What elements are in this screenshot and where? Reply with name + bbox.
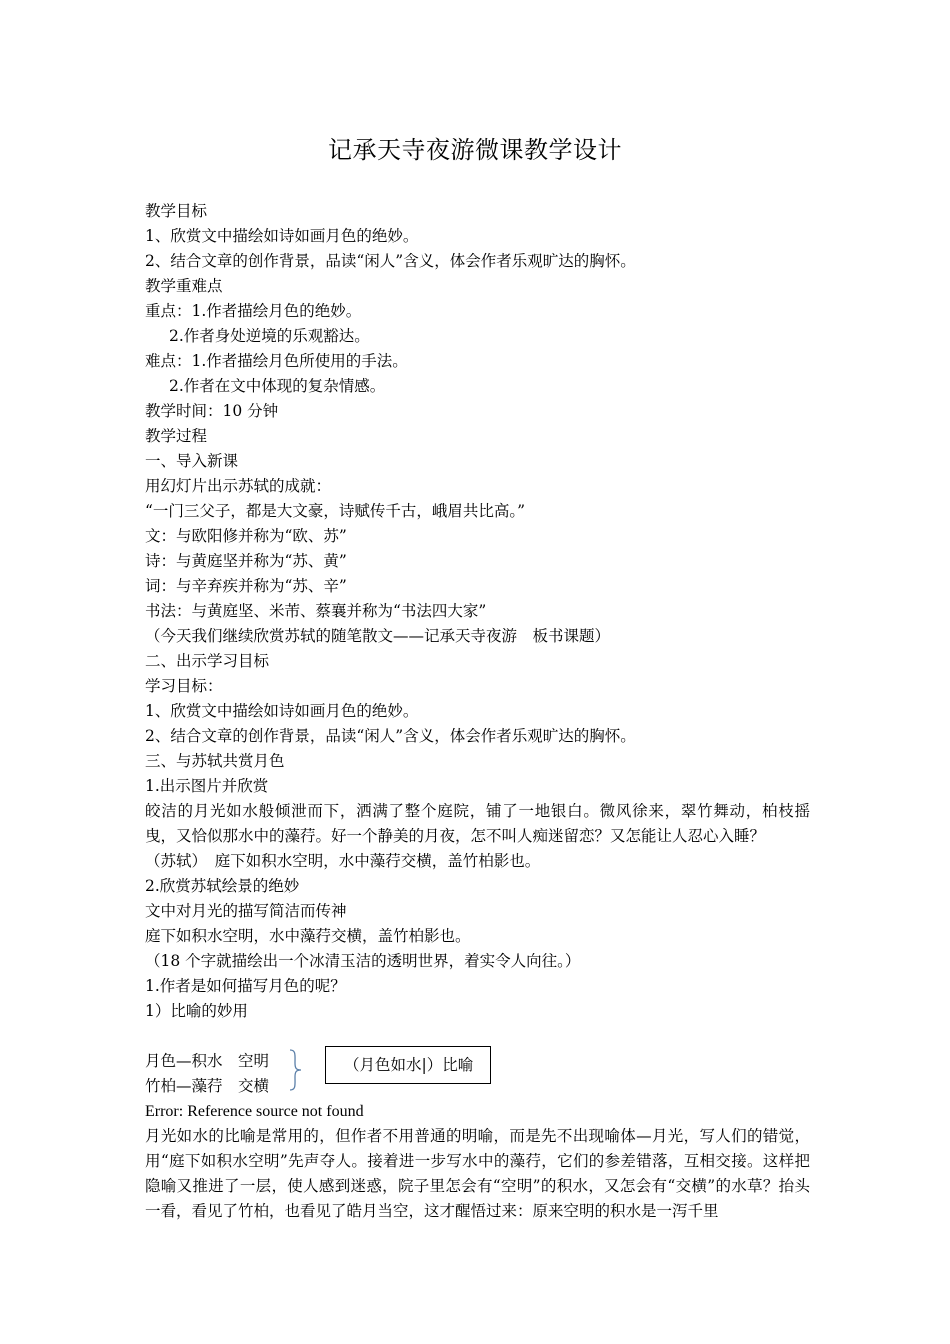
metaphor-box: （月色如水|）比喻 [325, 1046, 491, 1084]
heading-teaching-process: 教学过程 [145, 427, 208, 445]
heading-key-points: 教学重难点 [145, 277, 223, 295]
section-3-title: 三、与苏轼共赏月色 [145, 752, 285, 770]
slide-intro: 用幻灯片出示苏轼的成就： [145, 477, 332, 495]
lesson-intro-note: （今天我们继续欣赏苏轼的随笔散文——记承天寺夜游 板书课题） [145, 627, 611, 645]
document-body [145, 199, 810, 1224]
moonlight-description-note: 文中对月光的描写简洁而传神 [145, 902, 347, 920]
learning-goal-2: 2、结合文章的创作背景，品读“闲人”含义，体会作者乐观旷达的胸怀。 [145, 727, 636, 745]
difficulty-2: 2.作者在文中体现的复杂情感。 [169, 377, 386, 395]
metaphor-pair-1: 月色—积水 空明 [145, 1052, 270, 1070]
step-appreciate-scenery: 2.欣赏苏轼绘景的绝妙 [145, 877, 300, 895]
eighteen-characters-note: （18 个字就描绘出一个冰清玉洁的透明世界，着实令人向往。） [145, 952, 581, 970]
section-1-title: 一、导入新课 [145, 452, 239, 470]
section-2-title: 二、出示学习目标 [145, 652, 270, 670]
quote-line: “一门三父子，都是大文豪，诗赋传千古，峨眉共比高。” [145, 502, 526, 520]
reference-error: Error: Reference source not found [145, 1103, 364, 1120]
question-how-described: 1.作者是如何描写月色的呢？ [145, 977, 346, 995]
teaching-time: 教学时间：10 分钟 [145, 402, 279, 420]
goal-2: 2、结合文章的创作背景，品读“闲人”含义，体会作者乐观旷达的胸怀。 [145, 252, 636, 270]
goal-1: 1、欣赏文中描绘如诗如画月色的绝妙。 [145, 227, 419, 245]
metaphor-heading: 1）比喻的妙用 [145, 1002, 248, 1020]
document-title: 记承天寺夜游微课教学设计 [328, 136, 622, 164]
achievement-calligraphy: 书法：与黄庭坚、米芾、蔡襄并称为“书法四大家” [145, 602, 487, 620]
moon-description-paragraph: 皎洁的月光如水般倾泄而下，洒满了整个庭院，铺了一地银白。微风徐来，翠竹舞动，柏枝摇曳，又恰似那水中的藻荇。好一个静美的月夜，怎不叫人痴迷留恋？又怎能让人忍心入睡？ [145, 802, 810, 845]
achievement-prose: 文：与欧阳修并称为“欧、苏” [145, 527, 347, 545]
metaphor-pairs [145, 1049, 269, 1099]
metaphor-diagram [145, 1049, 810, 1099]
metaphor-pair-2: 竹柏—藻荇 交横 [145, 1077, 270, 1095]
analysis-paragraph: 月光如水的比喻是常用的，但作者不用普通的明喻，而是先不出现喻体—月光，写人们的错觉，用“庭下如积水空明”先声夺人。接着进一步写水中的藻荇，它们的参差错落，互相交接。这样把隐喻又推进了一层，使人感到迷惑，院子里怎会有“空明”的积水，又怎会有“交横”的水草？抬头一看，看见了竹柏，也看见了皓月当空，这才醒悟过来：原来空明的积水是一泻千里 [145, 1127, 810, 1220]
key-point-2: 2.作者身处逆境的乐观豁达。 [169, 327, 370, 345]
achievement-ci: 词：与辛弃疾并称为“苏、辛” [145, 577, 347, 595]
key-point-1: 重点：1.作者描绘月色的绝妙。 [145, 302, 362, 320]
right-brace-icon [288, 1049, 302, 1091]
su-shi-quote: （苏轼） 庭下如积水空明，水中藻荇交横，盖竹柏影也。 [145, 852, 541, 870]
heading-teaching-goals: 教学目标 [145, 202, 208, 220]
achievement-poetry: 诗：与黄庭坚并称为“苏、黄” [145, 552, 347, 570]
difficulty-1: 难点：1.作者描绘月色所使用的手法。 [145, 352, 408, 370]
learning-goals-label: 学习目标： [145, 677, 223, 695]
step-show-picture: 1.出示图片并欣赏 [145, 777, 269, 795]
learning-goal-1: 1、欣赏文中描绘如诗如画月色的绝妙。 [145, 702, 419, 720]
original-text-line: 庭下如积水空明，水中藻荇交横，盖竹柏影也。 [145, 927, 471, 945]
